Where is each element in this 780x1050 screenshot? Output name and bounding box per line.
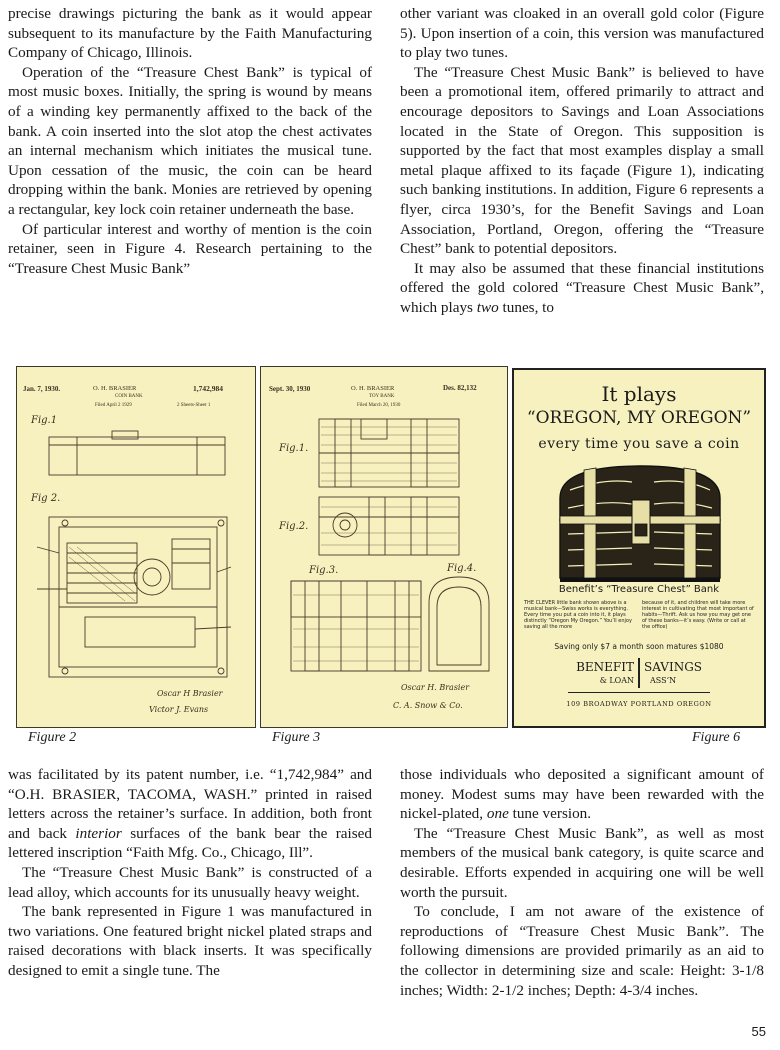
text-run: tune version. bbox=[508, 805, 592, 823]
paragraph: Of particular interest and worthy of mention is the coin retainer, seen in Figure 4. Research pertaining to the “Treasure Chest Music Bank” bbox=[8, 220, 372, 277]
fig-label: Fig.1 bbox=[31, 415, 58, 426]
column-bottom-left bbox=[8, 765, 372, 981]
ad-address: 109 BROADWAY PORTLAND OREGON bbox=[566, 700, 712, 708]
text-run: surfaces of the bank bear the raised lettered inscription “Faith Mfg. Co., Chicago, Ill”. bbox=[8, 824, 372, 862]
fig-label: Fig 2. bbox=[31, 493, 61, 504]
patent-inventor: O. H. BRASIER bbox=[93, 385, 137, 392]
logo-loan: & LOAN bbox=[599, 676, 634, 685]
fig-label: Fig.2. bbox=[279, 521, 309, 532]
patent-sheets: 2 Sheets-Sheet 1 bbox=[177, 403, 211, 408]
patent-date: Sept. 30, 1930 bbox=[269, 385, 311, 393]
patent-date: Jan. 7, 1930. bbox=[23, 385, 61, 393]
fig-label: Fig.4. bbox=[447, 563, 477, 574]
logo-assn: ASS’N bbox=[650, 676, 677, 685]
patent-title: TOY BANK bbox=[369, 394, 395, 399]
patent-inventor: O. H. BRASIER bbox=[351, 385, 395, 392]
ad-subhead: Benefit’s “Treasure Chest” Bank bbox=[558, 584, 720, 595]
ad-song-title: “OREGON, MY OREGON” bbox=[526, 408, 752, 428]
figure-3-patent-drawing bbox=[260, 366, 508, 728]
paragraph: The “Treasure Chest Music Bank”, as well as most members of the musical bank category, is quite scarce and desirable. Efforts expended in acquiring one will be well worth the pursuit. bbox=[400, 824, 764, 901]
paragraph: Operation of the “Treasure Chest Bank” is typical of most music boxes. Initially, the spring is wound by means of a winding key permanently affixed to the back of the bank. A coin inserted into the slot atop the chest activates an internal mechanism which initiates the musical tune. Upon cessation of the music, the coin can be heard dropping within the bank. Monies are retrieved by opening a rectangular, key lock coin retainer underneath the base. bbox=[8, 63, 372, 218]
paragraph bbox=[8, 765, 372, 863]
fig-label: Fig.3. bbox=[309, 565, 339, 576]
column-bottom-right bbox=[400, 765, 764, 1000]
paragraph: The “Treasure Chest Music Bank” is believed to have been a promotional item, offered primarily to attract and encourage depositors to Savings and Loan Associations located in the State of Oregon. This supposition is supported by the fact that most examples display a small metal plaque affixed to its façade (Figure 1), indicating such banking institutions. In addition, Figure 6 represents a flyer, circa 1930’s, for the Benefit Savings and Loan Association, Portland, Oregon, offering the “Treasure Chest” bank to potential depositors. bbox=[400, 63, 764, 258]
ad-headline: It plays bbox=[601, 382, 677, 406]
figure-6-flyer bbox=[512, 368, 766, 728]
patent-line-art bbox=[261, 367, 507, 727]
paragraph: other variant was cloaked in an overall gold color (Figure 5). Upon insertion of a coin, this version was manufactured to play two tunes. bbox=[400, 5, 764, 62]
signature: Victor J. Evans bbox=[149, 705, 209, 714]
logo-savings: SAVINGS bbox=[644, 660, 703, 674]
figure-6-caption: Figure 6 bbox=[692, 730, 741, 745]
benefit-savings-logo bbox=[568, 660, 710, 693]
paragraph bbox=[400, 765, 764, 824]
text-run: was facilitated by its patent number, i.e. “1,742,984” and “O.H. BRASIER, TACOMA, WASH.” printed in raised letters across the retainer’s surface. In addition, both front and back bbox=[8, 766, 372, 842]
figure-2-patent-drawing bbox=[16, 366, 256, 728]
text-run: tunes, to bbox=[498, 298, 554, 316]
patent-filed: Filed April 2 1929 bbox=[95, 403, 132, 408]
column-top-left bbox=[8, 4, 372, 278]
ad-body-right: because of it, and children will take more interest in cultivating that most important of habits—Thrift. Ask us how you may get one of these banks—it’s easy. (Write or call at the office) bbox=[642, 600, 754, 630]
patent-number: 1,742,984 bbox=[193, 384, 223, 393]
paragraph bbox=[400, 259, 764, 318]
emphasis: two bbox=[476, 298, 499, 316]
emphasis: one bbox=[486, 805, 509, 823]
paragraph: The “Treasure Chest Music Bank” is constructed of a lead alloy, which accounts for its unusually heavy weight. bbox=[8, 863, 372, 901]
logo-benefit: BENEFIT bbox=[576, 660, 634, 674]
column-top-right bbox=[400, 4, 764, 318]
signature: Oscar H Brasier bbox=[157, 689, 223, 698]
figure-2-caption: Figure 2 bbox=[28, 730, 77, 745]
paragraph: The bank represented in Figure 1 was manufactured in two variations. One featured bright nickel plated straps and raised decorations with black inserts. It was specifically designed to emit a single tune. The bbox=[8, 903, 372, 979]
text-run: those individuals who deposited a significant amount of money. Modest sums may have been rewarded with the nickel-plated, bbox=[400, 766, 764, 823]
paragraph: To conclude, I am not aware of the existence of reproductions of “Treasure Chest Music Bank”. The following dimensions are provided primarily as an aid to the collector in determining size and scale: Height: 3-1/8 inches; Width: 2-1/2 inches; Depth: 4-3/4 inches. bbox=[400, 903, 764, 999]
emphasis: interior bbox=[75, 824, 122, 842]
page-number: 55 bbox=[751, 1024, 766, 1039]
signature: C. A. Snow & Co. bbox=[393, 701, 463, 710]
signature: Oscar H. Brasier bbox=[401, 683, 470, 692]
text-run: It may also be assumed that these financial institutions offered the gold colored “Treasure Chest Music Bank”, which plays bbox=[400, 259, 764, 316]
patent-filed: Filed March 20, 1930 bbox=[357, 403, 401, 408]
patent-title: COIN BANK bbox=[115, 394, 143, 399]
figure-3-caption: Figure 3 bbox=[272, 730, 321, 745]
logo-divider bbox=[638, 658, 640, 688]
patent-number: Des. 82,132 bbox=[443, 384, 477, 392]
ad-body-left: THE CLEVER little bank shown above is a musical bank—Swiss works is everything. Every time you put a coin into it, it plays distinctly “Oregon My Oregon.” You’ll enjoy saving all the more bbox=[524, 600, 632, 630]
ad-tagline: every time you save a coin bbox=[538, 436, 740, 452]
ad-saving-offer: Saving only $7 a month soon matures $1080 bbox=[554, 642, 724, 651]
paragraph: precise drawings picturing the bank as it would appear subsequent to its manufacture by the Faith Manufacturing Company of Chicago, Illinois. bbox=[8, 5, 372, 62]
fig-label: Fig.1. bbox=[279, 443, 309, 454]
